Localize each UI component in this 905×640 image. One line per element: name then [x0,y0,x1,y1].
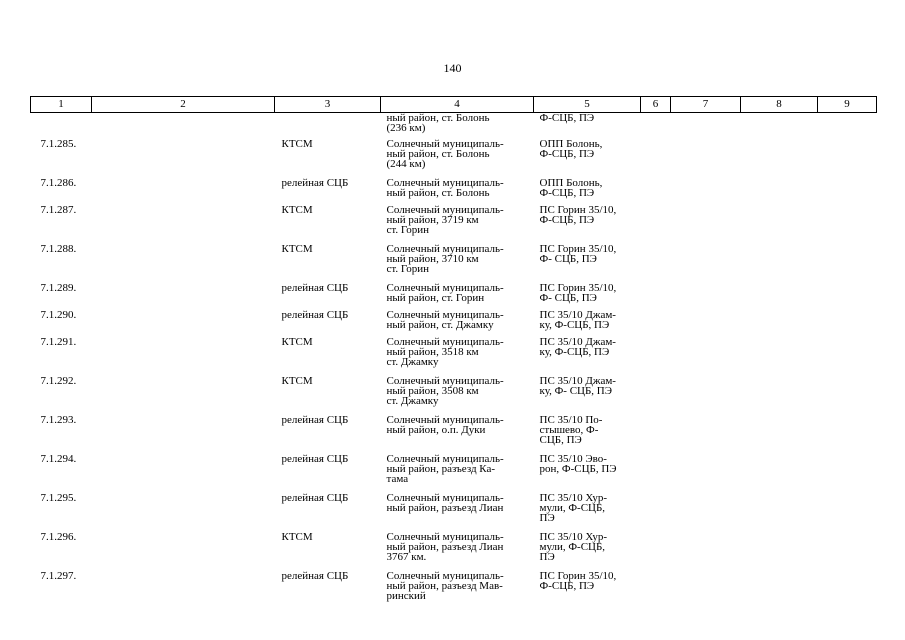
empty-cell [741,569,818,608]
object-type-cell [275,113,381,137]
column-header: 6 [641,97,671,113]
empty-cell [671,203,741,242]
power-source-line: ку, Ф-СЦБ, ПЭ [539,345,610,358]
row-number: 7.1.297. [40,569,77,582]
empty-cell [671,569,741,608]
empty-cell [818,530,877,569]
row-number-cell [31,113,92,137]
empty-cell [92,335,275,374]
empty-cell [641,281,671,308]
page-number: 140 [443,61,462,75]
power-source-cell [534,335,641,374]
table-row [31,530,877,569]
column-header: 7 [671,97,741,113]
table-row [31,176,877,203]
column-header: 1 [31,97,92,113]
power-source-cell [534,413,641,452]
location-cell [381,335,534,374]
empty-cell [741,530,818,569]
table-row [31,203,877,242]
empty-cell [92,569,275,608]
location-line: ный район, разъезд Мав- [386,579,503,592]
empty-cell [818,491,877,530]
row-number-cell [31,569,92,608]
power-source-line: ку, Ф- СЦБ, ПЭ [539,384,612,397]
location-line: Солнечный муниципаль- [386,452,504,465]
power-source-line: стышево, Ф- [539,423,599,436]
object-type: КТСМ [281,530,313,543]
location-line: Солнечный муниципаль- [386,491,504,504]
location-cell [381,137,534,176]
power-source-line: ПЭ [539,550,555,563]
row-number-cell [31,413,92,452]
power-source-line: ПС 35/10 Джам- [539,374,616,387]
object-type-cell [275,308,381,335]
power-source-cell [534,281,641,308]
location-line: Солнечный муниципаль- [386,203,504,216]
object-type-cell [275,491,381,530]
row-number: 7.1.294. [40,452,77,465]
location-line: ст. Горин [386,223,430,236]
empty-cell [92,530,275,569]
power-source-line: ПС Горин 35/10, [539,281,617,294]
table-row [31,413,877,452]
empty-cell [92,308,275,335]
location-line: ринский [386,589,426,602]
empty-cell [818,374,877,413]
empty-cell [741,203,818,242]
empty-cell [741,491,818,530]
location-line: Солнечный муниципаль- [386,530,504,543]
location-line: ный район, 3719 км [386,213,479,226]
power-source-line: Ф-СЦБ, ПЭ [539,213,595,226]
object-type-cell [275,281,381,308]
row-number-cell [31,308,92,335]
location-line: 3767 км. [386,550,427,563]
location-line: ст. Джамку [386,394,439,407]
object-type: релейная СЦБ [281,491,349,504]
empty-cell [741,374,818,413]
empty-cell [92,113,275,137]
location-line: Солнечный муниципаль- [386,176,504,189]
empty-cell [671,113,741,137]
object-type-cell [275,569,381,608]
location-line: ный район, ст. Болонь [386,112,490,124]
location-cell [381,281,534,308]
power-source-cell [534,203,641,242]
power-source-cell [534,308,641,335]
object-type-cell [275,413,381,452]
power-source-cell [534,374,641,413]
location-line: Солнечный муниципаль- [386,281,504,294]
column-header: 9 [818,97,877,113]
power-source-cell [534,113,641,137]
empty-cell [741,308,818,335]
object-type: релейная СЦБ [281,452,349,465]
location-line: (236 км) [386,122,426,134]
location-line: тама [386,472,409,485]
power-source-line: Ф-СЦБ, ПЭ [539,186,595,199]
power-source-cell [534,242,641,281]
power-source-line: ОПП Болонь, [539,176,603,189]
row-number: 7.1.287. [40,203,77,216]
location-line: ст. Джамку [386,355,439,368]
empty-cell [641,374,671,413]
empty-cell [671,530,741,569]
object-type-cell [275,176,381,203]
location-cell [381,569,534,608]
row-number-cell [31,335,92,374]
row-number: 7.1.295. [40,491,77,504]
empty-cell [818,452,877,491]
row-number: 7.1.296. [40,530,77,543]
column-header: 3 [275,97,381,113]
table-row [31,569,877,608]
row-number-cell [31,137,92,176]
power-source-line: ПС 35/10 Джам- [539,335,616,348]
power-source-cell [534,491,641,530]
power-source-line: мули, Ф-СЦБ, [539,540,606,553]
power-source-line: СЦБ, ПЭ [539,433,582,446]
location-cell [381,374,534,413]
empty-cell [818,413,877,452]
row-number-cell [31,281,92,308]
empty-cell [92,137,275,176]
empty-cell [741,113,818,137]
location-cell [381,242,534,281]
empty-cell [92,242,275,281]
table-row [31,308,877,335]
empty-cell [671,176,741,203]
power-source-line: ПС 35/10 Хур- [539,491,607,504]
empty-cell [818,569,877,608]
table-body [31,113,877,608]
location-cell [381,491,534,530]
column-number-row [31,97,877,113]
power-source-cell [534,569,641,608]
location-line: ный район, ст. Горин [386,291,485,304]
location-line: ный район, ст. Джамку [386,318,494,331]
power-source-cell [534,530,641,569]
location-line: ный район, разъезд Лиан [386,540,504,553]
power-source-line: Ф-СЦБ, ПЭ [539,112,595,124]
empty-cell [671,452,741,491]
empty-cell [92,374,275,413]
empty-cell [92,203,275,242]
object-type-cell [275,452,381,491]
empty-cell [741,335,818,374]
power-source-line: ку, Ф-СЦБ, ПЭ [539,318,610,331]
empty-cell [641,308,671,335]
power-source-line: ПС 35/10 По- [539,413,603,426]
empty-cell [92,176,275,203]
row-number-cell [31,530,92,569]
location-line: Солнечный муниципаль- [386,413,504,426]
empty-cell [818,203,877,242]
row-number: 7.1.290. [40,308,77,321]
object-type: релейная СЦБ [281,308,349,321]
empty-cell [818,242,877,281]
object-type-cell [275,335,381,374]
power-source-line: рон, Ф-СЦБ, ПЭ [539,462,617,475]
location-cell [381,413,534,452]
table-row [31,281,877,308]
empty-cell [641,113,671,137]
empty-cell [92,413,275,452]
empty-cell [671,281,741,308]
row-number: 7.1.291. [40,335,77,348]
location-line: ный район, разъезд Ка- [386,462,496,475]
power-source-line: ПС 35/10 Джам- [539,308,616,321]
row-number: 7.1.292. [40,374,77,387]
registry-table [30,96,877,608]
row-number: 7.1.293. [40,413,77,426]
location-cell [381,176,534,203]
empty-cell [641,491,671,530]
empty-cell [641,335,671,374]
empty-cell [641,530,671,569]
power-source-line: ОПП Болонь, [539,137,603,150]
location-line: Солнечный муниципаль- [386,335,504,348]
power-source-line: Ф-СЦБ, ПЭ [539,147,595,160]
object-type: КТСМ [281,335,313,348]
object-type: релейная СЦБ [281,176,349,189]
empty-cell [641,242,671,281]
location-line: ный район, 3710 км [386,252,479,265]
location-cell [381,113,534,137]
empty-cell [741,281,818,308]
power-source-cell [534,452,641,491]
table-row [31,113,877,137]
object-type: КТСМ [281,374,313,387]
object-type: КТСМ [281,203,313,216]
empty-cell [671,374,741,413]
empty-cell [671,137,741,176]
empty-cell [671,308,741,335]
object-type: КТСМ [281,242,313,255]
row-number-cell [31,452,92,491]
row-number: 7.1.289. [40,281,77,294]
object-type-cell [275,137,381,176]
table-row [31,452,877,491]
empty-cell [641,203,671,242]
empty-cell [92,491,275,530]
empty-cell [641,137,671,176]
power-source-line: Ф- СЦБ, ПЭ [539,252,597,265]
location-line: ст. Горин [386,262,430,275]
row-number-cell [31,203,92,242]
column-header: 4 [381,97,534,113]
object-type: релейная СЦБ [281,281,349,294]
location-line: Солнечный муниципаль- [386,137,504,150]
row-number: 7.1.285. [40,137,77,150]
table-row [31,335,877,374]
empty-cell [671,242,741,281]
empty-cell [641,413,671,452]
table-row [31,242,877,281]
empty-cell [741,137,818,176]
column-header: 8 [741,97,818,113]
empty-cell [741,176,818,203]
empty-cell [741,242,818,281]
location-line: ный район, 3508 км [386,384,479,397]
empty-cell [671,491,741,530]
empty-cell [671,413,741,452]
power-source-cell [534,137,641,176]
power-source-line: ПС Горин 35/10, [539,242,617,255]
object-type-cell [275,242,381,281]
location-line: ный район, 3518 км [386,345,479,358]
empty-cell [641,452,671,491]
empty-cell [92,452,275,491]
power-source-line: ПС Горин 35/10, [539,569,617,582]
power-source-line: ПЭ [539,511,555,524]
power-source-line: ПС 35/10 Эво- [539,452,607,465]
location-line: ный район, о.п. Дуки [386,423,486,436]
column-header: 5 [534,97,641,113]
object-type-cell [275,374,381,413]
empty-cell [818,281,877,308]
object-type-cell [275,203,381,242]
location-line: Солнечный муниципаль- [386,308,504,321]
location-cell [381,530,534,569]
column-header: 2 [92,97,275,113]
row-number-cell [31,374,92,413]
row-number-cell [31,242,92,281]
power-source-cell [534,176,641,203]
empty-cell [641,176,671,203]
location-cell [381,203,534,242]
location-line: Солнечный муниципаль- [386,569,504,582]
empty-cell [92,281,275,308]
empty-cell [671,335,741,374]
object-type-cell [275,530,381,569]
row-number-cell [31,176,92,203]
empty-cell [818,308,877,335]
object-type: КТСМ [281,137,313,150]
power-source-line: Ф-СЦБ, ПЭ [539,579,595,592]
empty-cell [818,113,877,137]
row-number: 7.1.286. [40,176,77,189]
location-line: ный район, разъезд Лиан [386,501,504,514]
power-source-line: Ф- СЦБ, ПЭ [539,291,597,304]
object-type: релейная СЦБ [281,413,349,426]
empty-cell [741,452,818,491]
location-cell [381,308,534,335]
power-source-line: ПС 35/10 Хур- [539,530,607,543]
location-line: ный район, ст. Болонь [386,147,490,160]
empty-cell [818,137,877,176]
power-source-line: ПС Горин 35/10, [539,203,617,216]
empty-cell [741,413,818,452]
object-type: релейная СЦБ [281,569,349,582]
location-line: Солнечный муниципаль- [386,242,504,255]
table-row [31,137,877,176]
table-row [31,491,877,530]
location-line: Солнечный муниципаль- [386,374,504,387]
table-row [31,374,877,413]
location-cell [381,452,534,491]
location-line: (244 км) [386,157,426,170]
empty-cell [818,176,877,203]
power-source-line: мули, Ф-СЦБ, [539,501,606,514]
empty-cell [818,335,877,374]
empty-cell [641,569,671,608]
row-number: 7.1.288. [40,242,77,255]
row-number-cell [31,491,92,530]
location-line: ный район, ст. Болонь [386,186,490,199]
